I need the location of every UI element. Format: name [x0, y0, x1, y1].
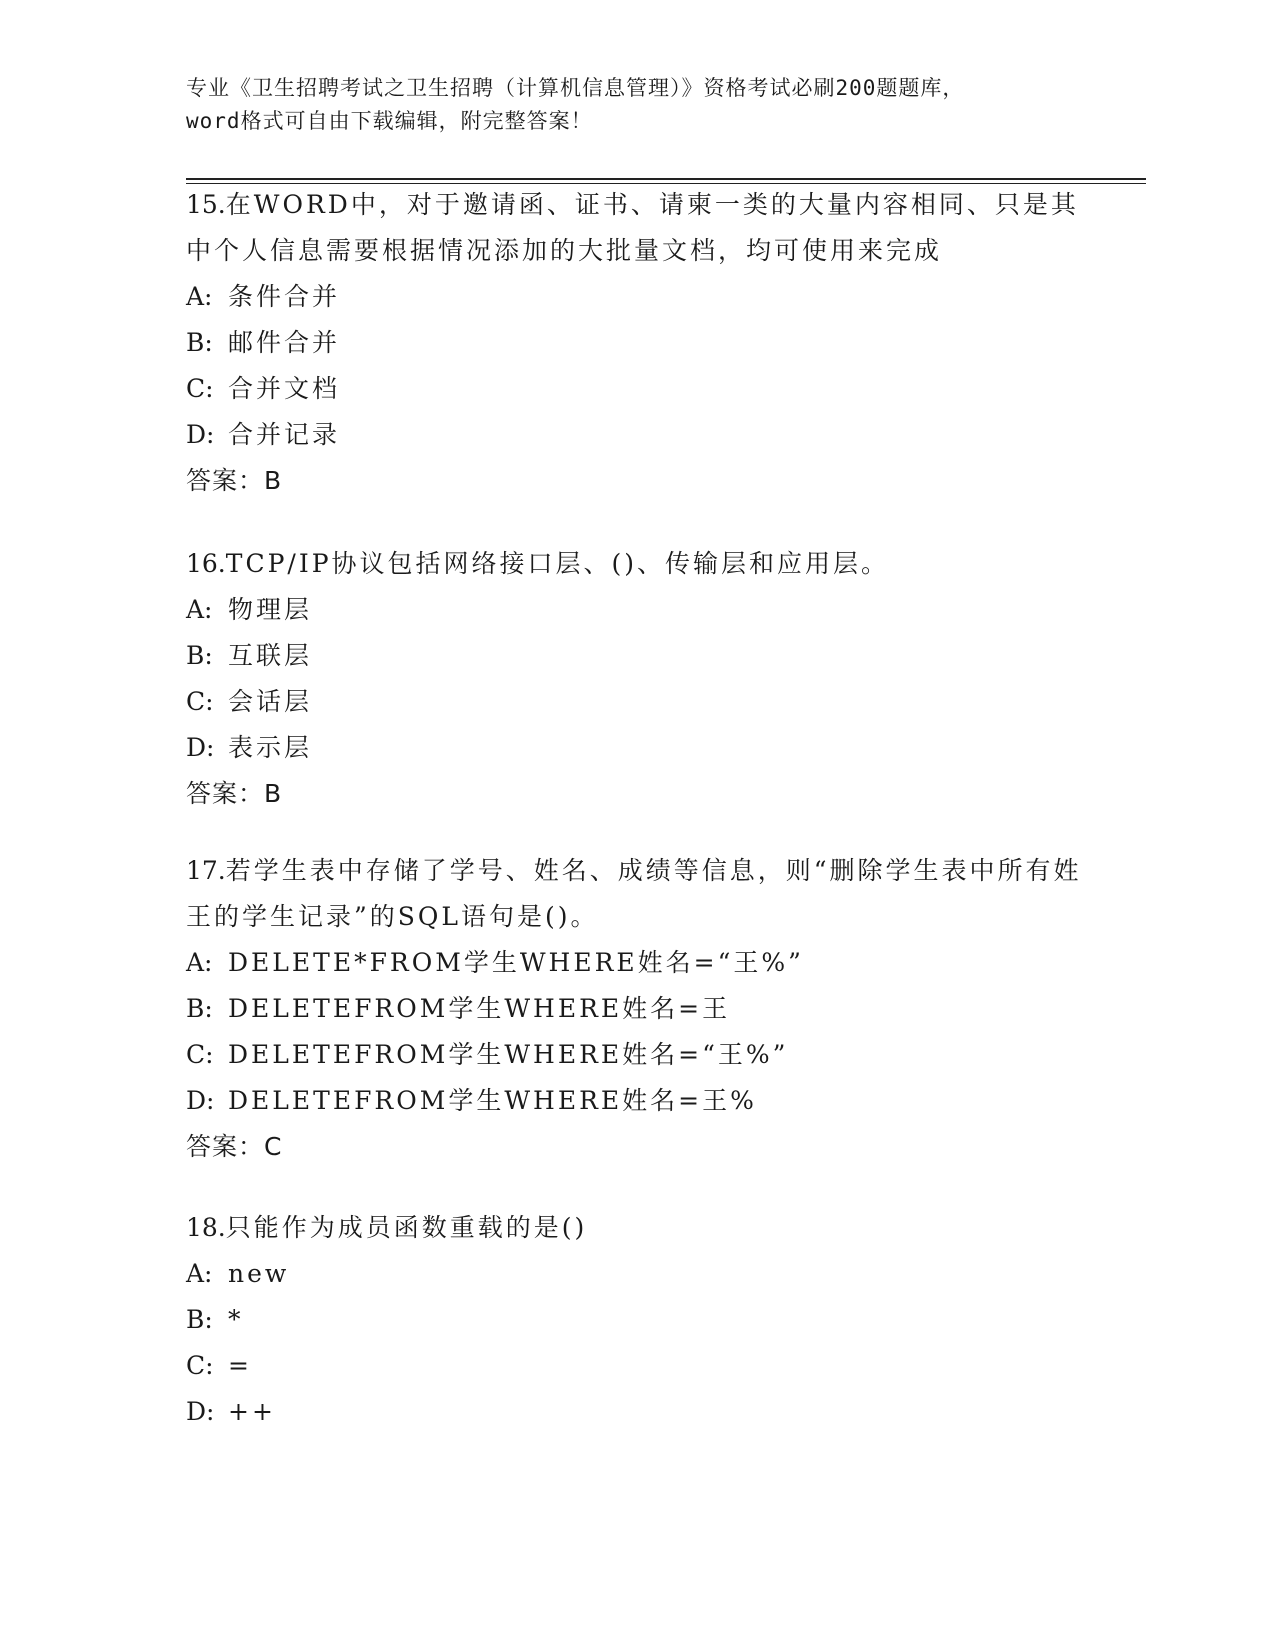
question-stem — [186, 848, 1086, 940]
option-c — [186, 679, 1086, 725]
question-number: 16. — [186, 549, 226, 578]
question-text: 若学生表中存储了学号、姓名、成绩等信息，则“删除学生表中所有姓王的学生记录”的SQL语句是()。 — [186, 856, 1082, 931]
option-c — [186, 366, 1086, 412]
question-stem — [186, 541, 1086, 587]
option-text: 会话层 — [228, 687, 313, 716]
answer: 答案：C — [186, 1132, 283, 1161]
question-16 — [186, 541, 1086, 817]
option-letter: A: — [186, 1259, 213, 1288]
option-b — [186, 1297, 1086, 1343]
option-text: 互联层 — [228, 641, 313, 670]
option-text: DELETE*FROM学生WHERE姓名=“王%” — [228, 948, 804, 977]
option-letter: B: — [186, 994, 213, 1023]
option-a — [186, 940, 1086, 986]
option-letter: D: — [186, 1086, 215, 1115]
answer: 答案：B — [186, 779, 283, 808]
option-letter: D: — [186, 420, 215, 449]
option-text: 合并记录 — [228, 420, 341, 449]
option-a — [186, 274, 1086, 320]
question-18 — [186, 1205, 1086, 1435]
header-line-1: 专业《卫生招聘考试之卫生招聘（计算机信息管理）》资格考试必刷200题题库， — [186, 76, 965, 100]
question-number: 18. — [186, 1213, 226, 1242]
header-divider — [186, 178, 1146, 180]
question-15 — [186, 182, 1086, 504]
question-stem — [186, 1205, 1086, 1251]
option-d — [186, 725, 1086, 771]
option-text: 合并文档 — [228, 374, 341, 403]
option-text: DELETEFROM学生WHERE姓名=王 — [228, 994, 731, 1023]
option-text: new — [228, 1259, 290, 1288]
option-a — [186, 1251, 1086, 1297]
option-d — [186, 1389, 1086, 1435]
option-letter: C: — [186, 687, 214, 716]
option-text: DELETEFROM学生WHERE姓名=王% — [228, 1086, 757, 1115]
question-text: TCP/IP协议包括网络接口层、()、传输层和应用层。 — [225, 549, 890, 578]
header-line-2: word格式可自由下载编辑，附完整答案！ — [186, 109, 593, 133]
option-letter: B: — [186, 641, 213, 670]
option-b — [186, 320, 1086, 366]
option-letter: D: — [186, 733, 215, 762]
document-header — [186, 72, 1086, 138]
option-letter: A: — [186, 595, 213, 624]
option-text: = — [228, 1351, 252, 1380]
question-number: 15. — [186, 190, 226, 219]
question-number: 17. — [186, 856, 226, 885]
answer: 答案：B — [186, 466, 283, 495]
option-text: * — [228, 1305, 244, 1334]
option-letter: A: — [186, 948, 213, 977]
option-letter: B: — [186, 1305, 213, 1334]
option-b — [186, 986, 1086, 1032]
option-a — [186, 587, 1086, 633]
option-letter: C: — [186, 374, 214, 403]
option-text: ++ — [228, 1397, 276, 1426]
option-text: 表示层 — [228, 733, 313, 762]
option-c — [186, 1032, 1086, 1078]
option-text: 邮件合并 — [228, 328, 341, 357]
option-letter: B: — [186, 328, 213, 357]
option-letter: D: — [186, 1397, 215, 1426]
option-text: DELETEFROM学生WHERE姓名=“王%” — [228, 1040, 789, 1069]
option-letter: A: — [186, 282, 213, 311]
question-stem — [186, 182, 1086, 274]
question-text: 只能作为成员函数重载的是() — [225, 1213, 588, 1242]
option-c — [186, 1343, 1086, 1389]
option-text: 物理层 — [228, 595, 313, 624]
option-letter: C: — [186, 1351, 214, 1380]
option-d — [186, 412, 1086, 458]
question-text: 在WORD中，对于邀请函、证书、请柬一类的大量内容相同、只是其中个人信息需要根据情况添加的大批量文档，均可使用来完成 — [186, 190, 1079, 265]
option-b — [186, 633, 1086, 679]
question-17 — [186, 848, 1086, 1170]
option-d — [186, 1078, 1086, 1124]
option-letter: C: — [186, 1040, 214, 1069]
option-text: 条件合并 — [228, 282, 341, 311]
